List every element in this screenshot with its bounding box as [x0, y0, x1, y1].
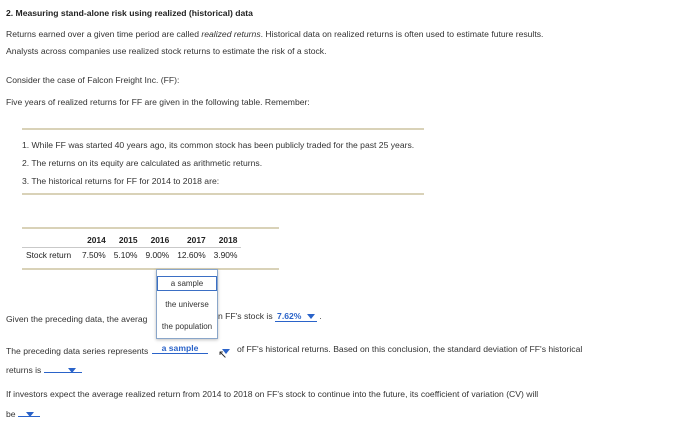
return-cell: 7.50% — [82, 250, 106, 260]
chevron-down-icon — [307, 314, 315, 319]
q2-selected-value: a sample — [161, 343, 199, 353]
header-blank — [22, 233, 78, 248]
chevron-down-icon[interactable] — [68, 368, 76, 373]
table-row — [22, 248, 241, 263]
notes-bottom-rule — [22, 193, 424, 195]
q2-dropdown[interactable] — [152, 343, 208, 354]
return-cell: 5.10% — [113, 250, 138, 260]
q2-dropdown-menu[interactable] — [156, 269, 218, 339]
note-3: 3. The historical returns for FF for 2014 to 2018 are: — [22, 176, 220, 186]
q1-answer-value: 7.62% — [277, 311, 302, 321]
q2-line-2-text: returns is — [6, 365, 42, 375]
returns-table — [22, 233, 241, 262]
q2-suffix: of FF's historical returns. Based on this conclusion, the standard deviation of FF's historical — [237, 344, 583, 354]
intro-italic: realized returns — [201, 29, 261, 39]
dropdown-option[interactable]: the universe — [165, 300, 209, 309]
q1-answer-dropdown[interactable] — [275, 311, 317, 322]
q2-prefix: The preceding data series represents — [6, 346, 149, 356]
question-title: 2. Measuring stand-alone risk using realized (historical) data — [6, 8, 253, 18]
table-top-rule — [22, 227, 279, 229]
intro-line-1 — [6, 29, 543, 39]
return-cell: 12.60% — [177, 250, 206, 260]
q1-period: . — [319, 311, 322, 321]
year-header: 2017 — [187, 235, 206, 245]
given-line: Five years of realized returns for FF are given in the following table. Remember: — [6, 97, 310, 107]
year-header: 2018 — [218, 235, 238, 245]
intro-line-1-a: Returns earned over a given time period are called — [6, 29, 202, 39]
note-1: 1. While FF was started 40 years ago, its common stock has been publicly traded for the past 25 years. — [22, 140, 415, 150]
intro-line-1-b: . Historical data on realized returns is often used to estimate future results. — [260, 29, 544, 39]
case-line: Consider the case of Falcon Freight Inc. (FF): — [6, 75, 180, 85]
dropdown-option[interactable]: a sample — [157, 276, 217, 291]
year-header: 2016 — [150, 235, 170, 245]
q3-text: If investors expect the average realized return from 2014 to 2018 on FF's stock to continue into the future, its coefficient of variation (CV) will — [6, 389, 539, 399]
table-bottom-rule — [22, 268, 279, 270]
table-header-row — [22, 233, 241, 248]
q1-line — [218, 311, 322, 322]
q2-line-2 — [6, 363, 76, 375]
year-header: 2015 — [118, 235, 138, 245]
return-cell: 3.90% — [213, 250, 238, 260]
q1-prefix: Given the preceding data, the averag — [6, 314, 148, 324]
row-label: Stock return — [26, 250, 72, 260]
notes-top-rule — [22, 128, 424, 130]
q3-line-2-text: be — [6, 409, 16, 419]
dropdown-option[interactable]: the population — [161, 322, 213, 331]
cursor-icon: ↖ — [218, 349, 228, 361]
year-header: 2014 — [87, 235, 106, 245]
return-cell: 9.00% — [145, 250, 170, 260]
q1-suffix: n FF's stock is — [218, 311, 273, 321]
note-2: 2. The returns on its equity are calculated as arithmetic returns. — [22, 158, 263, 168]
chevron-down-icon[interactable] — [26, 412, 34, 417]
q3-line-2 — [6, 407, 34, 419]
intro-line-2: Analysts across companies use realized stock returns to estimate the risk of a stock. — [6, 46, 327, 56]
